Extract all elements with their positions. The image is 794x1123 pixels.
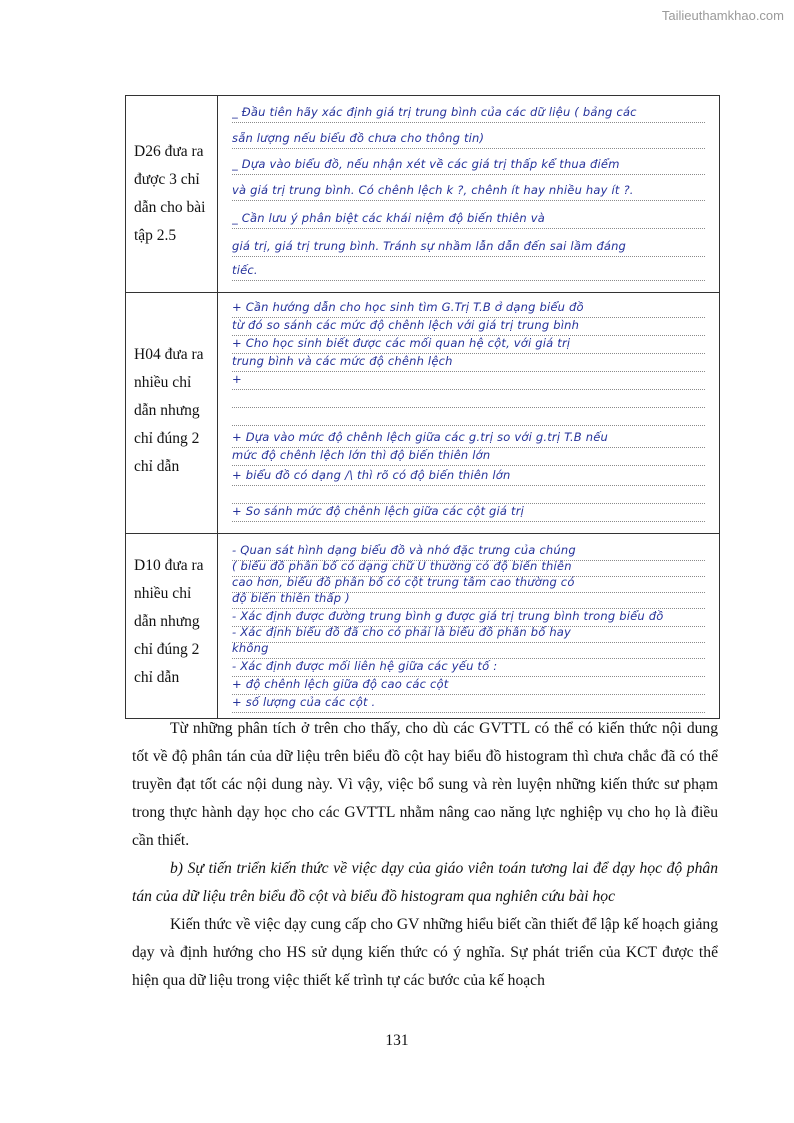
handwriting-line: mức độ chênh lệch lớn thì độ biến thiên lớn xyxy=(232,445,705,466)
label-text xyxy=(126,293,217,481)
paragraph: Kiến thức về việc dạy cung cấp cho GV những hiểu biết cần thiết để lập kế hoạch giảng dạy và định hướng cho HS sử dụng kiến thức có ý nghĩa. Sự phát triển của KCT được thể hiện qua dữ liệu trong việc thiết kế trình tự các bước của kế hoạch xyxy=(132,916,718,989)
handwriting-line: sẵn lượng nếu biểu đồ chưa cho thông tin) xyxy=(232,128,705,149)
label-line: D10 đưa ra xyxy=(134,557,204,574)
answers-table xyxy=(125,95,720,719)
section-heading: b) Sự tiến triển kiến thức về việc dạy của giáo viên toán tương lai để dạy học độ phân tán của dữ liệu trên biểu đồ cột và biểu đồ histogram qua nghiên cứu bài học xyxy=(132,860,718,905)
handwriting-line: _ Dựa vào biểu đồ, nếu nhận xét về các giá trị thấp kể thua điểm xyxy=(232,154,705,175)
label-cell xyxy=(126,293,218,534)
handwriting-line: ( biểu đồ phân bố có dạng chữ U thường có độ biến thiên xyxy=(232,556,705,577)
label-line: H04 đưa ra xyxy=(134,346,204,363)
label-line: dẫn nhưng xyxy=(134,402,200,419)
handwriting-line: và giá trị trung bình. Có chênh lệch k ?, chênh ít hay nhiều hay ít ?. xyxy=(232,180,705,201)
handwriting-line: _ Đầu tiên hãy xác định giá trị trung bình của các dữ liệu ( bảng các xyxy=(232,102,705,123)
body-text xyxy=(132,715,718,995)
label-cell xyxy=(126,96,218,293)
handwriting-line: + Dựa vào mức độ chênh lệch giữa các g.trị so với g.trị T.B nếu xyxy=(232,427,705,448)
handwriting-line: - Quan sát hình dạng biểu đồ và nhớ đặc trưng của chúng xyxy=(232,540,705,561)
handwriting-line: - Xác định biểu đồ đã cho có phải là biểu đồ phân bố hay xyxy=(232,622,705,643)
handwriting-line xyxy=(232,405,705,426)
label-line: nhiều chỉ xyxy=(134,374,192,391)
handwriting-line: - Xác định được mối liên hệ giữa các yếu tố : xyxy=(232,656,705,677)
label-line: chỉ dẫn xyxy=(134,458,180,475)
label-line: chỉ đúng 2 xyxy=(134,641,200,658)
table-row xyxy=(126,293,720,534)
page-number: 131 xyxy=(385,1032,409,1049)
handwriting-line: + biểu đồ có dạng /\ thì rõ có độ biến thiên lớn xyxy=(232,465,705,486)
handwriting-line: cao hơn, biểu đồ phân bố có cột trung tâm cao thường có xyxy=(232,572,705,593)
label-line: D26 đưa ra xyxy=(134,143,204,160)
watermark: Tailieuthamkhao.com xyxy=(661,8,784,23)
handwriting-line: + So sánh mức độ chênh lệch giữa các cột giá trị xyxy=(232,501,705,522)
handwriting-line: - Xác định được đường trung bình g được giá trị trung bình trong biểu đồ xyxy=(232,606,705,627)
label-line: dẫn nhưng xyxy=(134,613,200,630)
handwritten-answer xyxy=(218,96,720,293)
label-text xyxy=(126,96,217,250)
label-text xyxy=(126,534,217,692)
table-row xyxy=(126,96,720,293)
table-row xyxy=(126,534,720,719)
label-line: dẫn cho bài xyxy=(134,199,206,216)
label-cell xyxy=(126,534,218,719)
handwriting-line: không xyxy=(232,638,705,659)
handwritten-answer xyxy=(218,293,720,534)
label-line: nhiều chỉ xyxy=(134,585,192,602)
label-line: chỉ dẫn xyxy=(134,669,180,686)
handwriting-line: + xyxy=(232,369,705,390)
handwriting-line: độ biến thiên thấp ) xyxy=(232,588,705,609)
handwriting-line: + Cần hướng dẫn cho học sinh tìm G.Trị T.B ở dạng biểu đồ xyxy=(232,297,705,318)
handwriting-line: + Cho học sinh biết được các mối quan hệ cột, với giá trị xyxy=(232,333,705,354)
label-line: chỉ đúng 2 xyxy=(134,430,200,447)
paragraph: Từ những phân tích ở trên cho thấy, cho dù các GVTTL có thể có kiến thức nội dung tốt về độ phân tán của dữ liệu trên biểu đồ cột hay biểu đồ histogram thì chưa chắc đã có thể truyền đạt tốt các nội dung này. Vì vậy, việc bổ sung và rèn luyện những kiến thức sư phạm trong thực hành dạy học cho các GVTTL nhằm nâng cao năng lực nghiệp vụ cho họ là điều cần thiết. xyxy=(132,720,718,849)
handwriting-line: + độ chênh lệch giữa độ cao các cột xyxy=(232,674,705,695)
handwriting-line: _ Cần lưu ý phân biệt các khái niệm độ biến thiên và xyxy=(232,208,705,229)
label-line: tập 2.5 xyxy=(134,227,177,244)
handwriting-line: trung bình và các mức độ chênh lệch xyxy=(232,351,705,372)
handwriting-line: tiếc. xyxy=(232,260,705,281)
label-line: được 3 chỉ xyxy=(134,171,200,188)
handwriting-line: giá trị, giá trị trung bình. Tránh sự nhầm lẫn dẫn đến sai lầm đáng xyxy=(232,236,705,257)
handwriting-line: + số lượng của các cột . xyxy=(232,692,705,713)
handwriting-line: từ đó so sánh các mức độ chênh lệch với giá trị trung bình xyxy=(232,315,705,336)
handwritten-answer xyxy=(218,534,720,719)
